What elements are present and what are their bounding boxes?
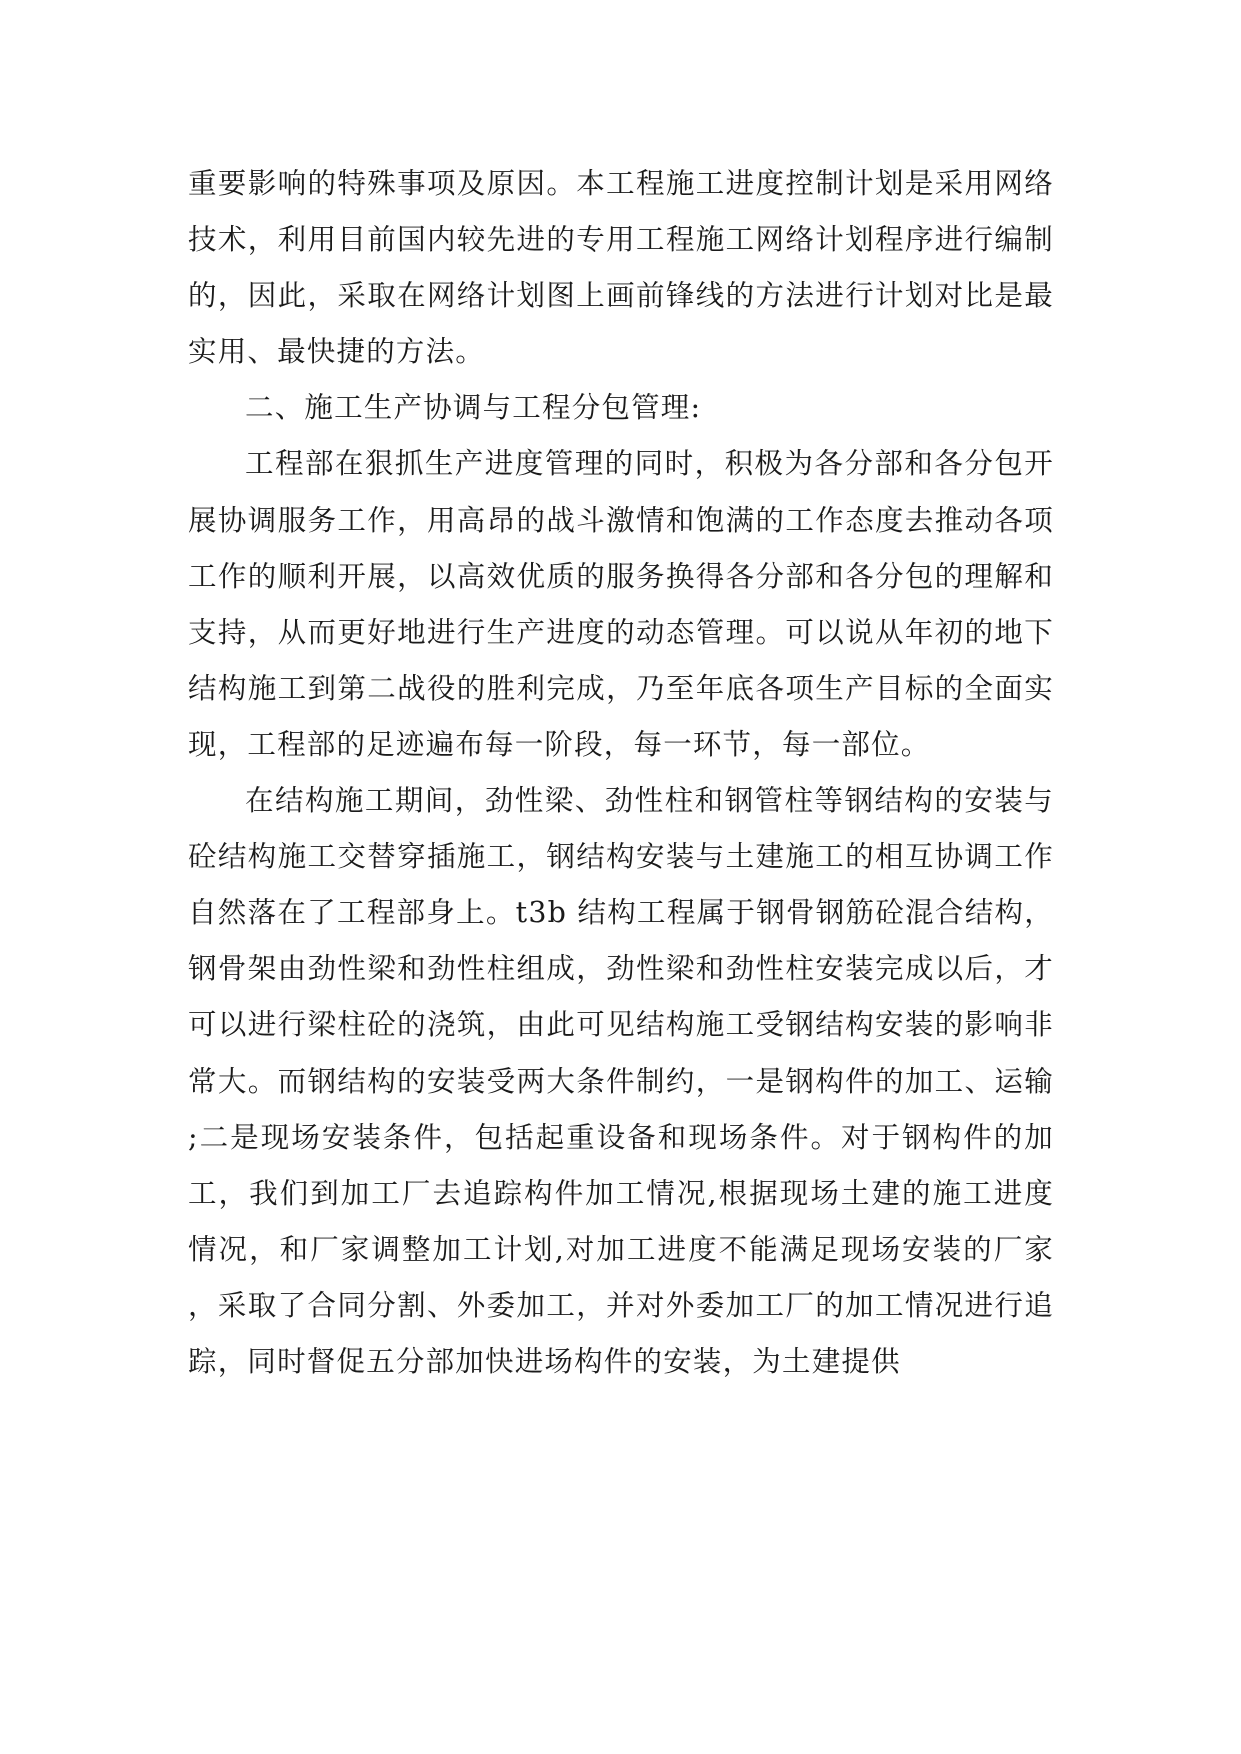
paragraph-3: 在结构施工期间，劲性梁、劲性柱和钢管柱等钢结构的安装与砼结构施工交替穿插施工，钢结构安装与土建施工的相互协调工作自然落在了工程部身上。t3b 结构工程属于钢骨钢筋砼混合结构，钢骨架由劲性梁和劲性柱组成，劲性梁和劲性柱安装完成以后，才可以进行梁柱砼的浇筑，由此可见结构施工受钢结构安装的影响非常大。而钢结构的安装受两大条件制约，一是钢构件的加工、运输;二是现场安装条件，包括起重设备和现场条件。对于钢构件的加工，我们到加工厂去追踪构件加工情况,根据现场土建的施工进度情况，和厂家调整加工计划,对加工进度不能满足现场安装的厂家，采取了合同分割、外委加工，并对外委加工厂的加工情况进行追踪，同时督促五分部加快进场构件的安装，为土建提供 [188,784,1054,1378]
paragraph-2: 工程部在狠抓生产进度管理的同时，积极为各分部和各分包开展协调服务工作，用高昂的战斗激情和饱满的工作态度去推动各项工作的顺利开展，以高效优质的服务换得各分部和各分包的理解和支持，从而更好地进行生产进度的动态管理。可以说从年初的地下结构施工到第二战役的胜利完成，乃至年底各项生产目标的全面实现，工程部的足迹遍布每一阶段，每一环节，每一部位。 [188,447,1054,761]
document-body [188,156,1054,1390]
section-heading: 二、施工生产协调与工程分包管理: [245,391,702,425]
paragraph-1: 重要影响的特殊事项及原因。本工程施工进度控制计划是采用网络技术，利用目前国内较先进的专用工程施工网络计划程序进行编制的，因此，采取在网络计划图上画前锋线的方法进行计划对比是最实用、最快捷的方法。 [188,167,1054,369]
